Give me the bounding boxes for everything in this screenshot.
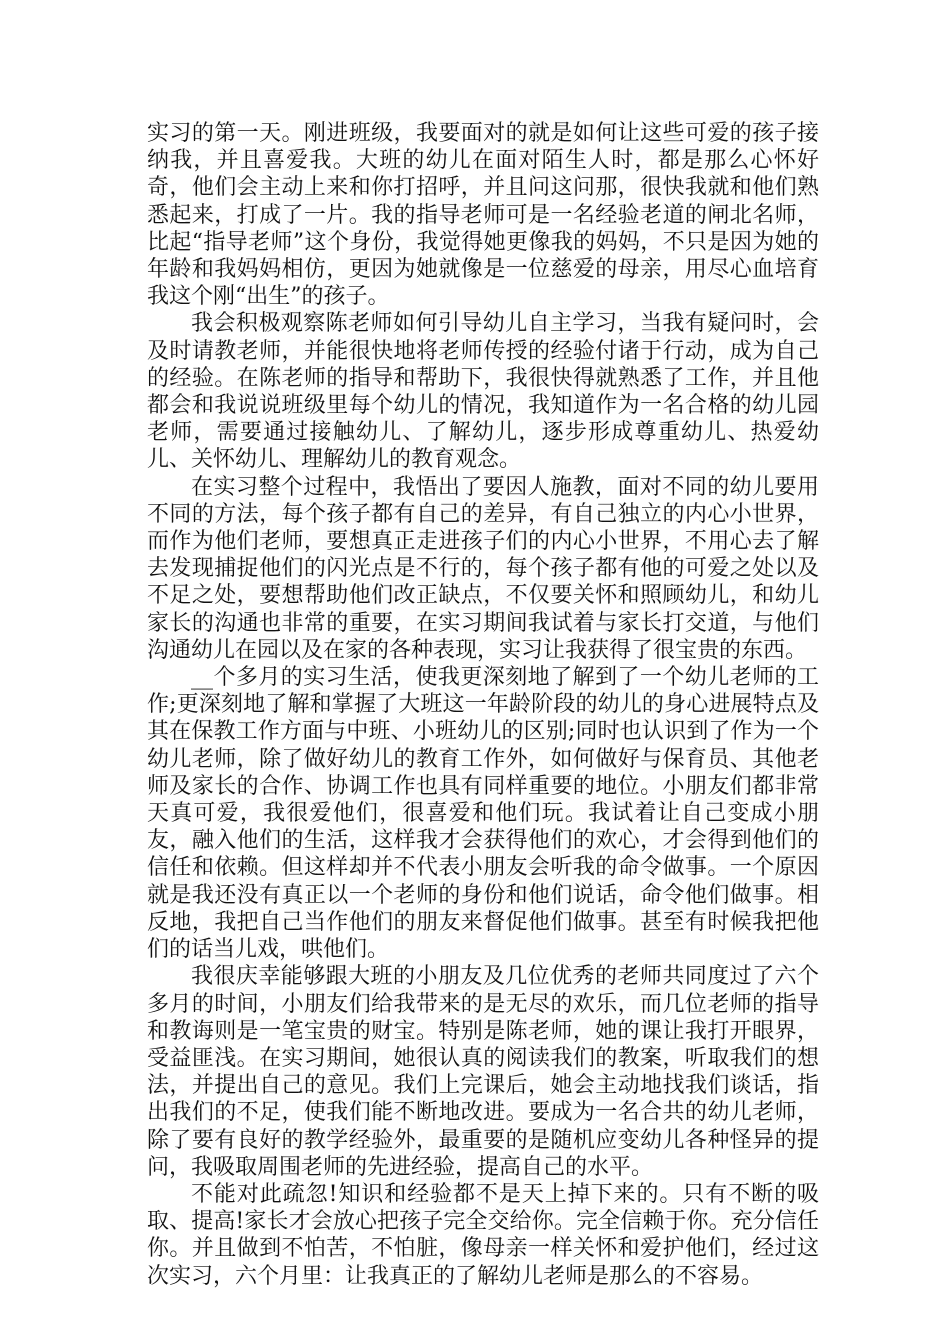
document-body bbox=[147, 120, 819, 1290]
paragraph-teaching-method: 在实习整个过程中，我悟出了要因人施教，面对不同的幼儿要用不同的方法，每个孩子都有自己的差异，有自己独立的内心小世界，而作为他们老师，要想真正走进孩子们的内心小世界，不用心去了解去发现捕捉他们的闪光点是不行的，每个孩子都有他的可爱之处以及不足之处，要想帮助他们改正缺点，不仅要关怀和照顾幼儿，和幼儿家长的沟通也非常的重要，在实习期间我试着与家长打交道，与他们沟通幼儿在园以及在家的各种表现，实习让我获得了很宝贵的东西。 bbox=[147, 474, 819, 663]
paragraph-gratitude: 我很庆幸能够跟大班的小朋友及几位优秀的老师共同度过了六个多月的时间，小朋友们给我带来的是无尽的欢乐，而几位老师的指导和教诲则是一笔宝贵的财宝。特别是陈老师，她的课让我打开眼界，受益匪浅。在实习期间，她很认真的阅读我们的教案，听取我们的想法，并提出自己的意见。我们上完课后，她会主动地找我们谈话，指出我们的不足，使我们能不断地改进。要成为一名合共的幼儿老师，除了要有良好的教学经验外，最重要的是随机应变幼儿各种怪异的提问，我吸取周围老师的先进经验，提高自己的水平。 bbox=[147, 964, 819, 1180]
paragraph-conclusion: 不能对此疏忽!知识和经验都不是天上掉下来的。只有不断的吸取、提高!家长才会放心把孩子完全交给你。完全信赖于你。充分信任你。并且做到不怕苦，不怕脏，像母亲一样关怀和爱护他们，经过这次实习，六个月里：让我真正的了解幼儿老师是那么的不容易。 bbox=[147, 1181, 819, 1289]
paragraph-observation: 我会积极观察陈老师如何引导幼儿自主学习，当我有疑问时，会及时请教老师，并能很快地将老师传授的经验付诸于行动，成为自己的经验。在陈老师的指导和帮助下，我很快得就熟悉了工作，并且他都会和我说说班级里每个幼儿的情况，我知道作为一名合格的幼儿园老师，需要通过接触幼儿、了解幼儿，逐步形成尊重幼儿、热爱幼儿、关怀幼儿、理解幼儿的教育观念。 bbox=[147, 311, 819, 473]
paragraph-first-day: 实习的第一天。刚进班级，我要面对的就是如何让这些可爱的孩子接纳我，并且喜爱我。大班的幼儿在面对陌生人时，都是那么心怀好奇，他们会主动上来和你打招呼，并且问这问那，很快我就和他们熟悉起来，打成了一片。我的指导老师可是一名经验老道的闸北名师，比起“指导老师”这个身份，我觉得她更像我的妈妈，不只是因为她的年龄和我妈妈相仿，更因为她就像是一位慈爱的母亲，用尽心血培育我这个刚“出生”的孩子。 bbox=[147, 121, 819, 310]
paragraph-internship-life: __个多月的实习生活，使我更深刻地了解到了一个幼儿老师的工作;更深刻地了解和掌握了大班这一年龄阶段的幼儿的身心进展特点及其在保教工作方面与中班、小班幼儿的区别;同时也认识到了作为一个幼儿老师，除了做好幼儿的教育工作外，如何做好与保育员、其他老师及家长的合作、协调工作也具有同样重要的地位。小朋友们都非常天真可爱，我很爱他们，很喜爱和他们玩。我试着让自己变成小朋友，融入他们的生活，这样我才会获得他们的欢心，才会得到他们的信任和依赖。但这样却并不代表小朋友会听我的命令做事。一个原因就是我还没有真正以一个老师的身份和他们说话，命令他们做事。相反地，我把自己当作他们的朋友来督促他们做事。甚至有时候我把他们的话当儿戏，哄他们。 bbox=[147, 665, 819, 963]
